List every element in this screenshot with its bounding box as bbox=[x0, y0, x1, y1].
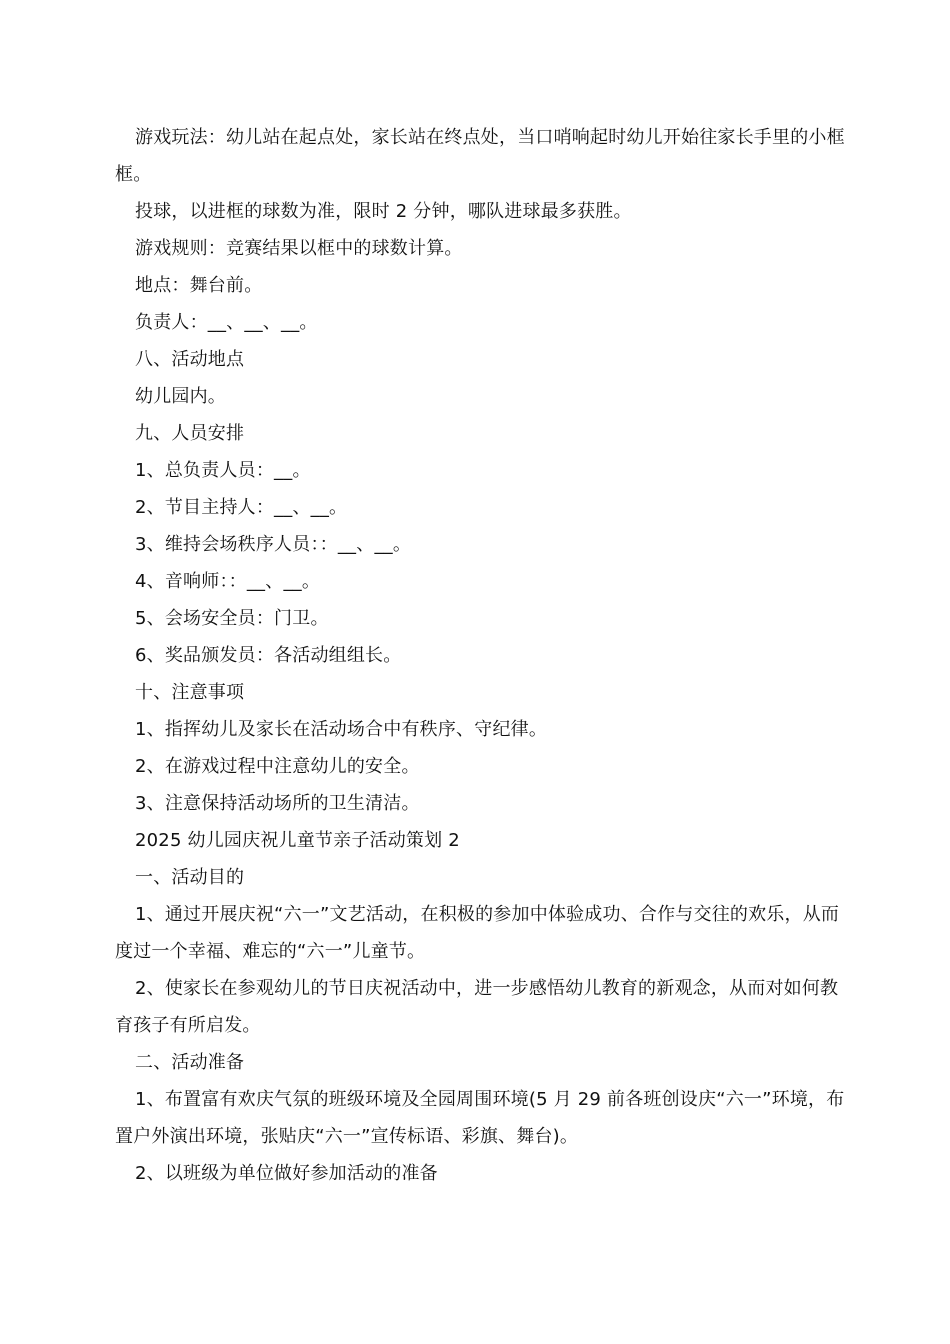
list-item: 2、节目主持人：__、__。 bbox=[135, 497, 348, 518]
section-title-plan-2: 2025 幼儿园庆祝儿童节亲子活动策划 2 bbox=[135, 830, 460, 851]
paragraph-game-rules: 游戏规则：竞赛结果以框中的球数计算。 bbox=[135, 238, 463, 259]
heading-staff-arrangement: 九、人员安排 bbox=[135, 423, 245, 444]
list-item: 6、奖品颁发员：各活动组组长。 bbox=[135, 645, 402, 666]
paragraph-inside-kindergarten: 幼儿园内。 bbox=[135, 386, 226, 407]
paragraph-throw-ball: 投球，以进框的球数为准，限时 2 分钟，哪队进球最多获胜。 bbox=[135, 201, 632, 222]
list-item: 5、会场安全员：门卫。 bbox=[135, 608, 329, 629]
list-item: 4、音响师：：__、__。 bbox=[135, 571, 321, 592]
paragraph-location: 地点：舞台前。 bbox=[135, 275, 263, 296]
list-item: 3、注意保持活动场所的卫生清洁。 bbox=[135, 793, 420, 814]
heading-activity-purpose: 一、活动目的 bbox=[135, 867, 245, 888]
heading-notes: 十、注意事项 bbox=[135, 682, 245, 703]
list-item: 3、维持会场秩序人员：：__、__。 bbox=[135, 534, 412, 555]
list-item: 1、通过开展庆祝“六一”文艺活动，在积极的参加中体验成功、合作与交往的欢乐，从而度过一个幸福、难忘的“六一”儿童节。 bbox=[115, 904, 840, 962]
list-item: 1、指挥幼儿及家长在活动场合中有秩序、守纪律。 bbox=[135, 719, 548, 740]
list-item: 2、以班级为单位做好参加活动的准备 bbox=[135, 1163, 438, 1184]
paragraph-responsible: 负责人：__、__、__。 bbox=[135, 312, 318, 333]
heading-activity-location: 八、活动地点 bbox=[135, 349, 245, 370]
heading-activity-preparation: 二、活动准备 bbox=[135, 1052, 245, 1073]
list-item: 2、在游戏过程中注意幼儿的安全。 bbox=[135, 756, 420, 777]
document-body bbox=[115, 119, 850, 1192]
list-item: 1、布置富有欢庆气氛的班级环境及全园周围环境(5 月 29 前各班创设庆“六一”环境，布置户外演出环境，张贴庆“六一”宣传标语、彩旗、舞台)。 bbox=[115, 1089, 845, 1147]
paragraph-game-method: 游戏玩法：幼儿站在起点处，家长站在终点处，当口哨响起时幼儿开始往家长手里的小框框。 bbox=[115, 127, 845, 185]
list-item: 1、总负责人员：__。 bbox=[135, 460, 311, 481]
list-item: 2、使家长在参观幼儿的节日庆祝活动中，进一步感悟幼儿教育的新观念，从而对如何教育孩子有所启发。 bbox=[115, 978, 839, 1036]
